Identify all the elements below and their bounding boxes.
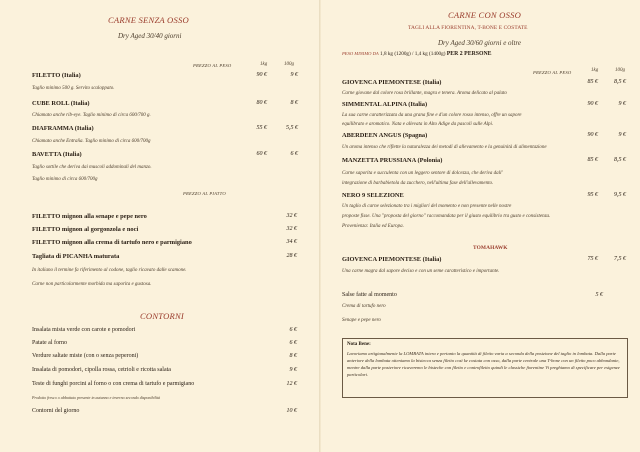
col-100g: 100g	[284, 62, 294, 67]
side-item-price: 6 €	[289, 327, 297, 333]
col-1kg: 1kg	[260, 62, 268, 67]
menu-item-description: Provenienza: Italia ed Europa.	[342, 224, 404, 229]
price-by-weight-label: PREZZO AL PESO	[533, 70, 572, 75]
plate-item-name: FILETTO mignon alla senape e pepe nero	[32, 213, 147, 220]
price-1kg: 60 €	[256, 151, 267, 157]
col-1kg: 1kg	[591, 68, 599, 73]
menu-item-description: Taglio sottile che deriva dai muscoli addominali del manzo.	[32, 165, 152, 170]
side-item-price: 6 €	[289, 340, 297, 346]
menu-item-description: Carne saporita e succulenta con un leggero sentore di dolcezza, che deriva dall'	[342, 171, 503, 176]
price-100g: 6 €	[290, 151, 298, 157]
section-title-carne-con-osso: CARNE CON OSSO	[448, 10, 521, 20]
price-100g: 8,5 €	[614, 157, 626, 163]
side-item-price: 9 €	[289, 367, 297, 373]
price-100g: 9 €	[618, 101, 626, 107]
minimum-weight-line	[342, 51, 492, 57]
nota-bene-text: Lavoriamo artigianalmente la LOMBATA intera e pertanto la quantità di filetto varia a seconda della posizione del taglio in lombata. Dalla parte anteriore della lombata otteniamo la bistecca senza filetto così ke costata con osso, dalla parte centrale una T-bone con un filetto poco abbondante, mentre dalla parte posteriore ricaveremo le bisteche con filetto e controfiletto quindi le classiche fiorentine Vi preghiamo di specificare per esigenze particolari.	[347, 351, 620, 377]
plate-item-name: Tagliata di PICANHA maturata	[32, 253, 120, 260]
price-100g: 9,5 €	[614, 192, 626, 198]
picanha-note: Carne non particolarmente morbida ma saporita e gustosa.	[32, 282, 152, 287]
side-item-name: Contorni del giorno	[32, 408, 80, 414]
cuts-subtitle: TAGLI ALLA FIORENTINA, T-BONE E COSTATE	[408, 25, 528, 31]
nota-bene-title: Nota Bene:	[347, 342, 371, 347]
plate-item-price: 28 €	[286, 253, 297, 259]
side-item-price: 8 €	[289, 353, 297, 359]
side-item-price: 12 €	[286, 381, 297, 387]
side-item-name: Insalata di pomodori, cipolla rossa, cetrioli e ricotta salata	[32, 367, 171, 373]
price-1kg: 90 €	[256, 72, 267, 78]
price-by-weight-label: PREZZO AL PESO	[193, 63, 232, 68]
minimum-weight-values: 1,8 kg (1200g) / 1,4 kg (1400g)	[380, 51, 446, 57]
sauce-option: Crema di tartufo nero	[342, 304, 386, 309]
menu-item-name: CUBE ROLL (Italia)	[32, 100, 90, 107]
menu-item-name: DIAFRAMMA (Italia)	[32, 125, 94, 132]
menu-item-name: GIOVENCA PIEMONTESE (Italia)	[342, 256, 442, 263]
side-item-name: Teste di funghi porcini al forno o con crema di tartufo e parmigiano	[32, 381, 195, 387]
price-1kg: 95 €	[587, 192, 598, 198]
picanha-note: In italiano il termine fa riferimento al codone, taglio ricavato dalle scamone.	[32, 268, 187, 273]
menu-item-description: Taglio minimo di circa 600/700g	[32, 177, 98, 182]
side-item-price: 10 €	[286, 408, 297, 414]
sauce-option: Senape e pepe nero	[342, 318, 381, 323]
plate-item-price: 34 €	[286, 239, 297, 245]
porcini-note: Prodotto fresco o abbattuto presente in autunno e inverno secondo disponibilità	[32, 395, 160, 400]
plate-item-price: 32 €	[286, 226, 297, 232]
menu-item-name: NERO 9 SELEZIONE	[342, 192, 404, 199]
menu-item-description: Una carne magra dal sapore deciso e con un seme caratteristico e importante.	[342, 269, 500, 274]
price-100g: 9 €	[618, 132, 626, 138]
nota-bene-box	[342, 338, 628, 398]
price-100g: 8,5 €	[614, 79, 626, 85]
price-1kg: 90 €	[587, 101, 598, 107]
price-100g: 5,5 €	[286, 125, 298, 131]
minimum-weight-label: PESO MINIMO DA	[342, 51, 379, 56]
plate-item-name: FILETTO mignon alla crema di tartufo nero e parmigiano	[32, 239, 192, 246]
menu-item-description: Chiamato anche Entraña. Taglio minimo di circa 600/700g	[32, 139, 151, 144]
menu-item-description: Un taglio di carne selezionato tra i migliori del momento e non presente nelle nostre	[342, 204, 512, 209]
section-title-contorni: CONTORNI	[140, 311, 184, 321]
menu-item-description: integrazione di barbabietola da zucchero, nell'ultima fase dell'allevamento.	[342, 181, 494, 186]
menu-item-description: Taglio minimo 500 g. Servito scaloppato.	[32, 86, 115, 91]
side-item-name: Insalata mista verde con carote e pomodori	[32, 327, 136, 333]
menu-item-name: FILETTO (Italia)	[32, 72, 81, 79]
price-1kg: 90 €	[587, 132, 598, 138]
plate-item-price: 32 €	[286, 213, 297, 219]
side-item-name: Patate al forno	[32, 340, 67, 346]
menu-item-name: MANZETTA PRUSSIANA (Polonia)	[342, 157, 443, 164]
side-item-name: Verdure saltate miste (con o senza peperoni)	[32, 353, 139, 359]
menu-item-name: SIMMENTAL ALPINA (Italia)	[342, 101, 428, 108]
menu-item-description: Carne giovane dal colore rosa brillante, magra e tenera. Aroma delicato al palato	[342, 91, 507, 96]
menu-item-description: Un aroma intenso che riflette la naturalezza dei metodi di allevamento e la genuinità di alimentazione	[342, 145, 547, 150]
right-page	[321, 0, 640, 452]
tomahawk-title: TOMAHAWK	[473, 245, 508, 251]
dry-aged-subtitle: Dry Aged 30/60 giorni e oltre	[438, 39, 522, 47]
menu-item-name: BAVETTA (Italia)	[32, 151, 82, 158]
price-1kg: 75 €	[587, 256, 598, 262]
minimum-weight-persons: PER 2 PERSONE	[446, 51, 492, 57]
plate-item-name: FILETTO mignon al gorgonzola e noci	[32, 226, 139, 233]
menu-item-name: GIOVENCA PIEMONTESE (Italia)	[342, 79, 442, 86]
dry-aged-subtitle: Dry Aged 30/40 giorni	[118, 32, 182, 40]
price-100g: 9 €	[290, 72, 298, 78]
price-1kg: 80 €	[256, 100, 267, 106]
menu-item-description: La sua carne caratterizzata da una grana fine e d'un colore rosso intenso, offre un sapore	[342, 113, 522, 118]
menu-item-name: ABERDEEN ANGUS (Spagna)	[342, 132, 428, 139]
section-title-carne-senza-osso: CARNE SENZA OSSO	[108, 15, 189, 25]
price-1kg: 85 €	[587, 157, 598, 163]
menu-item-description: Chiamato anche rib-eye. Taglio minimo di circa 600/700 g.	[32, 113, 151, 118]
col-100g: 100g	[615, 68, 625, 73]
left-page	[0, 0, 319, 452]
menu-item-description: proposte fisse. Una "proposta del giorno" raccomandata per il giusto equilibrio tra gusto e consistenza.	[342, 214, 551, 219]
sauces-price: 5 €	[595, 292, 603, 298]
price-per-plate-label: PREZZO AL PIATTO	[183, 191, 226, 196]
sauces-item-name: Salse fatte al momento	[342, 292, 397, 298]
price-1kg: 55 €	[256, 125, 267, 131]
price-1kg: 85 €	[587, 79, 598, 85]
price-100g: 8 €	[290, 100, 298, 106]
price-100g: 7,5 €	[614, 256, 626, 262]
menu-item-description: equilibrato e aromatico. Nata e allevata in Alto Adige da pascoli sulle Alpi.	[342, 122, 494, 127]
